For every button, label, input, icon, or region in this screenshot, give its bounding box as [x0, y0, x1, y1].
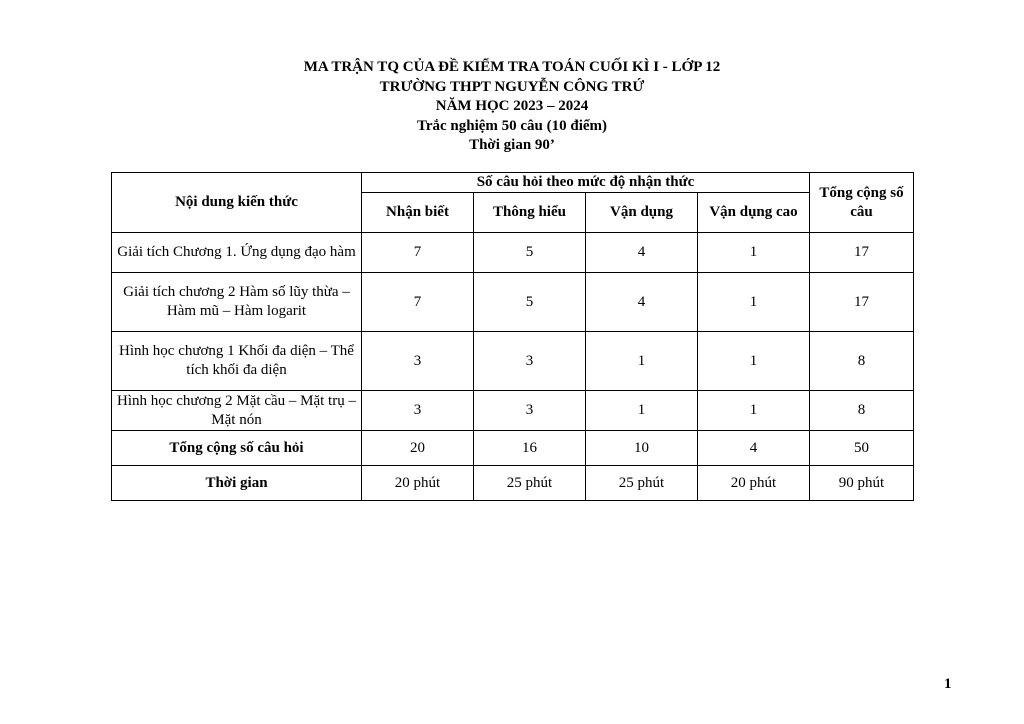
topic-cell: Hình học chương 2 Mặt cầu – Mặt trụ – Mặt nón — [112, 391, 362, 431]
document-title: MA TRẬN TQ CỦA ĐỀ KIỂM TRA TOÁN CUỐI KÌ I - LỚP 12 — [303, 59, 721, 75]
count-cell: 4 — [698, 431, 810, 466]
count-cell: 3 — [474, 332, 586, 391]
table-row — [112, 332, 914, 391]
header-level: Vận dụng — [586, 193, 698, 233]
school-name: TRƯỜNG THPT NGUYỄN CÔNG TRỨ — [379, 78, 645, 95]
header-total: Tổng cộng số câu — [810, 173, 914, 233]
school-year: NĂM HỌC 2023 – 2024 — [435, 98, 589, 114]
topic-cell: Giải tích chương 2 Hàm số lũy thừa – Hàm mũ – Hàm logarit — [112, 273, 362, 332]
count-cell: 5 — [474, 233, 586, 273]
row-total-cell: 17 — [810, 233, 914, 273]
header-level-group: Số câu hỏi theo mức độ nhận thức — [362, 173, 810, 193]
exam-format: Trắc nghiệm 50 câu (10 điểm) — [416, 117, 608, 134]
header-level: Nhận biết — [362, 193, 474, 233]
document-header — [0, 58, 1024, 156]
time-row — [112, 466, 914, 501]
count-cell: 4 — [586, 273, 698, 332]
count-cell: 1 — [586, 332, 698, 391]
header-content: Nội dung kiến thức — [112, 173, 362, 233]
time-cell: 20 phút — [698, 466, 810, 501]
table-row — [112, 273, 914, 332]
row-total-cell: 8 — [810, 332, 914, 391]
count-cell: 1 — [698, 233, 810, 273]
time-cell: 25 phút — [586, 466, 698, 501]
count-cell: 20 — [362, 431, 474, 466]
time-cell: 20 phút — [362, 466, 474, 501]
count-cell: 10 — [586, 431, 698, 466]
count-cell: 1 — [698, 391, 810, 431]
total-time-cell: 90 phút — [810, 466, 914, 501]
count-cell: 3 — [474, 391, 586, 431]
time-cell: 25 phút — [474, 466, 586, 501]
exam-duration: Thời gian 90’ — [469, 137, 555, 153]
count-cell: 5 — [474, 273, 586, 332]
count-cell: 7 — [362, 273, 474, 332]
total-row — [112, 431, 914, 466]
table-row — [112, 233, 914, 273]
table-row — [112, 391, 914, 431]
header-level: Thông hiểu — [474, 193, 586, 233]
count-cell: 7 — [362, 233, 474, 273]
count-cell: 16 — [474, 431, 586, 466]
row-total-cell: 17 — [810, 273, 914, 332]
grand-total-cell: 50 — [810, 431, 914, 466]
count-cell: 4 — [586, 233, 698, 273]
count-cell: 3 — [362, 332, 474, 391]
count-cell: 1 — [698, 332, 810, 391]
page-number: 1 — [944, 676, 952, 692]
exam-matrix-table — [111, 172, 914, 501]
total-row-label: Tổng cộng số câu hỏi — [112, 431, 362, 466]
topic-cell: Giải tích Chương 1. Ứng dụng đạo hàm — [112, 233, 362, 273]
topic-cell: Hình học chương 1 Khối đa diện – Thể tích khối đa diện — [112, 332, 362, 391]
header-level: Vận dụng cao — [698, 193, 810, 233]
count-cell: 3 — [362, 391, 474, 431]
count-cell: 1 — [698, 273, 810, 332]
count-cell: 1 — [586, 391, 698, 431]
row-total-cell: 8 — [810, 391, 914, 431]
time-row-label: Thời gian — [112, 466, 362, 501]
